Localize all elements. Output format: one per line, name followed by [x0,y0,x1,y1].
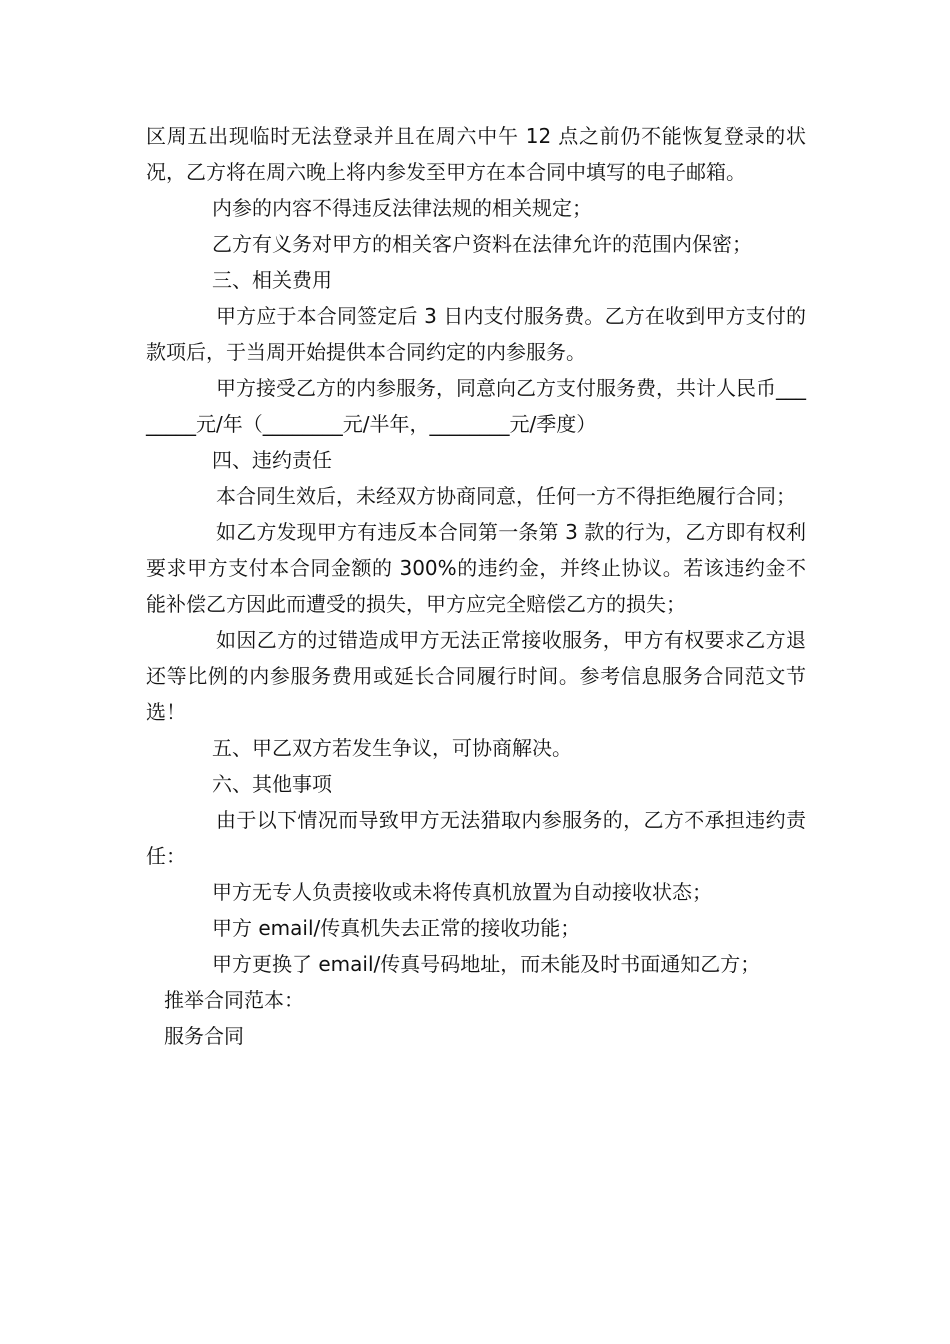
paragraph-content-legal: 内参的内容不得违反法律法规的相关规定； [212,196,592,220]
paragraph-confidentiality: 乙方有义务对甲方的相关客户资料在法律允许的范围内保密； [212,232,752,256]
paragraph-refund: 如因乙方的过错造成甲方无法正常接收服务，甲方有权要求乙方退还等比例的内参服务费用或延长合同履行时间。参考信息服务合同范文节选！ [146,628,806,724]
paragraph-penalty: 如乙方发现甲方有违反本合同第一条第 3 款的行为，乙方即有权利要求甲方支付本合同金额的 300%的违约金，并终止协议。若该违约金不能补偿乙方因此而遭受的损失，甲方应完全赔偿乙方的损失； [146,520,806,616]
document-body [146,118,806,1054]
paragraph-exemption-address: 甲方更换了 email/传真号码地址，而未能及时书面通知乙方； [212,952,761,976]
section-heading-other: 六、其他事项 [212,772,332,796]
paragraph-exemptions: 由于以下情况而导致甲方无法猎取内参服务的，乙方不承担违约责任： [146,808,806,868]
section-heading-liability: 四、违约责任 [212,448,332,472]
section-heading-disputes: 五、甲乙双方若发生争议，可协商解决。 [212,736,572,760]
paragraph-no-refusal: 本合同生效后，未经双方协商同意，任何一方不得拒绝履行合同； [216,484,796,508]
paragraph-exemption-fax: 甲方无专人负责接收或未将传真机放置为自动接收状态； [212,880,712,904]
paragraph-login-failure: 区周五出现临时无法登录并且在周六中午 12 点之前仍不能恢复登录的状况，乙方将在周六晚上将内参发至甲方在本合同中填写的电子邮箱。 [146,124,806,184]
section-heading-fees: 三、相关费用 [212,268,332,292]
contract-template-link[interactable]: 服务合同 [164,1024,244,1048]
paragraph-fee-amount: 甲方接受乙方的内参服务，同意向乙方支付服务费，共计人民币________元/年（________元/半年，________元/季度） [146,376,806,436]
recommend-label: 推举合同范本： [164,988,304,1012]
paragraph-payment-terms: 甲方应于本合同签定后 3 日内支付服务费。乙方在收到甲方支付的款项后，于当周开始提供本合同约定的内参服务。 [146,304,806,364]
paragraph-exemption-email: 甲方 email/传真机失去正常的接收功能； [212,916,581,940]
